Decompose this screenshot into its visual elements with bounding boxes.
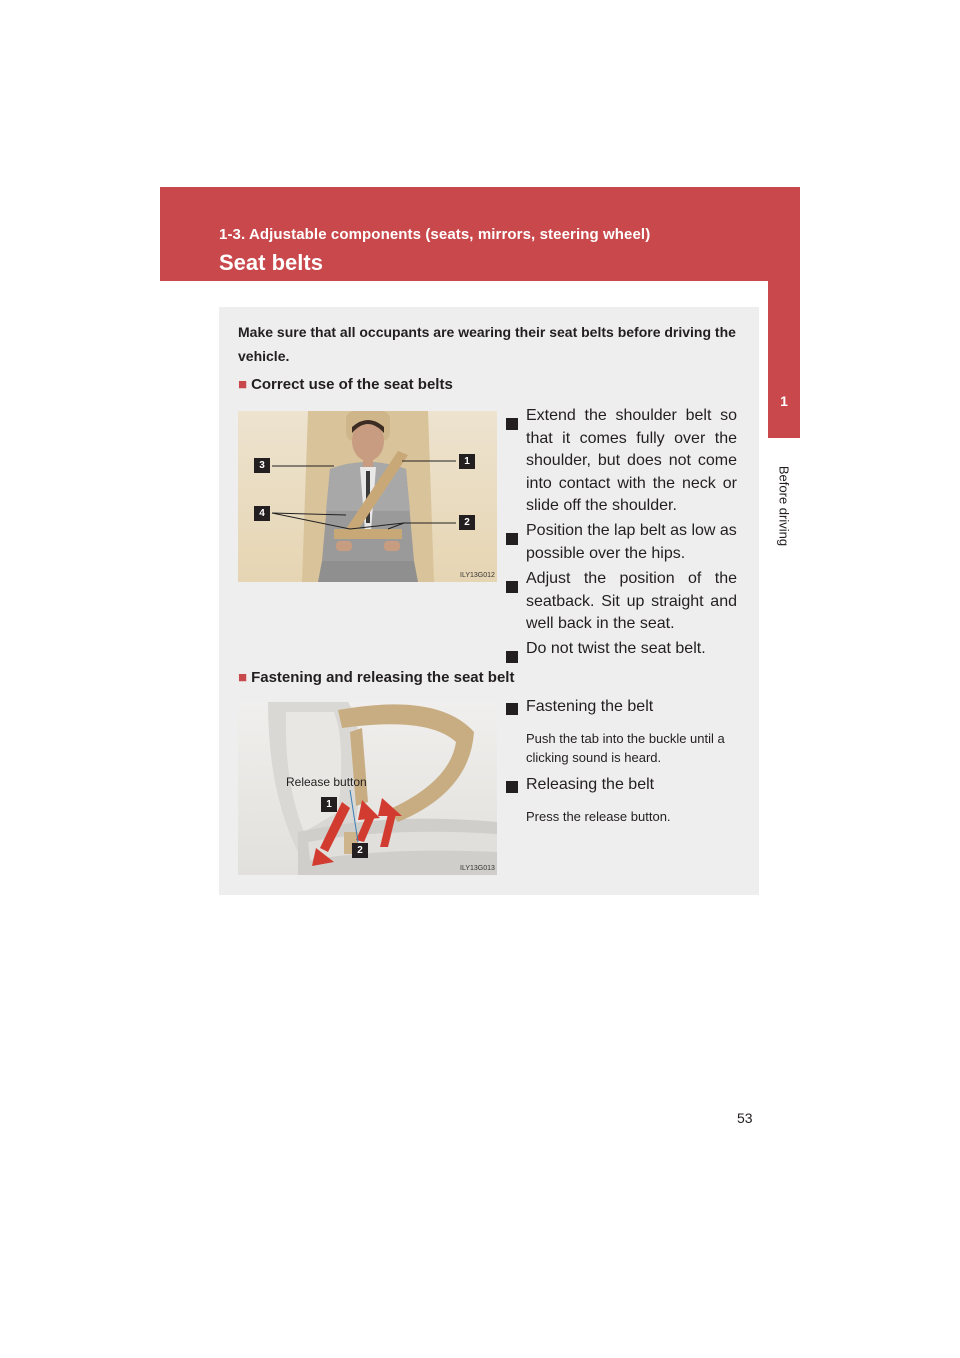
intro-text: Make sure that all occupants are wearing their seat belts before driving the vehicle.: [238, 324, 736, 364]
correct-use-step-1: Extend the shoulder belt so that it comes fully over the shoulder, but does not come into contact with the neck or slide off the shoulder.: [526, 407, 737, 514]
seated-person-illustration: [238, 411, 497, 582]
page-number: 53: [737, 1110, 753, 1126]
callout-2: 2: [352, 843, 368, 858]
page-title: Seat belts: [219, 250, 323, 275]
step-marker-4: [506, 651, 518, 663]
correct-use-step-2: Position the lap belt as low as possible over the hips.: [526, 522, 737, 562]
callout-4: 4: [254, 506, 270, 521]
fastening-step-2-title: Releasing the belt: [526, 776, 655, 793]
step-marker-3: [506, 581, 518, 593]
square-bullet-icon: ■: [238, 669, 248, 686]
section-heading-fastening: [238, 669, 514, 686]
callout-1: 1: [321, 797, 337, 812]
correct-use-step-3: Adjust the position of the seatback. Sit up straight and well back in the seat.: [526, 570, 737, 632]
callout-3: 3: [254, 458, 270, 473]
heading-label: Fastening and releasing the seat belt: [251, 669, 515, 686]
callout-1: 1: [459, 454, 475, 469]
fastening-step-1-title: Fastening the belt: [526, 698, 654, 715]
square-bullet-icon: ■: [238, 376, 248, 393]
chapter-number: 1: [780, 393, 788, 409]
chapter-label: Before driving: [776, 465, 792, 547]
step-marker-2: [506, 781, 518, 793]
section-heading-correct-use: [238, 376, 453, 393]
release-button-label: Release button: [286, 775, 367, 789]
callout-2: 2: [459, 515, 475, 530]
seatbelt-posture-illustration: [238, 411, 497, 582]
fastening-step-2-note: Press the release button.: [526, 809, 671, 824]
buckle-illustration: [238, 702, 497, 875]
section-title: 1-3. Adjustable components (seats, mirrors, steering wheel): [219, 226, 651, 243]
heading-label: Correct use of the seat belts: [251, 376, 453, 393]
step-marker-2: [506, 533, 518, 545]
step-marker-1: [506, 418, 518, 430]
correct-use-step-4: Do not twist the seat belt.: [526, 640, 706, 657]
fastening-step-1-note: Push the tab into the buckle until a clicking sound is heard.: [526, 731, 725, 765]
step-marker-1: [506, 703, 518, 715]
illustration-code: ILY13G012: [460, 572, 495, 579]
illustration-code: ILY13G013: [460, 865, 495, 872]
